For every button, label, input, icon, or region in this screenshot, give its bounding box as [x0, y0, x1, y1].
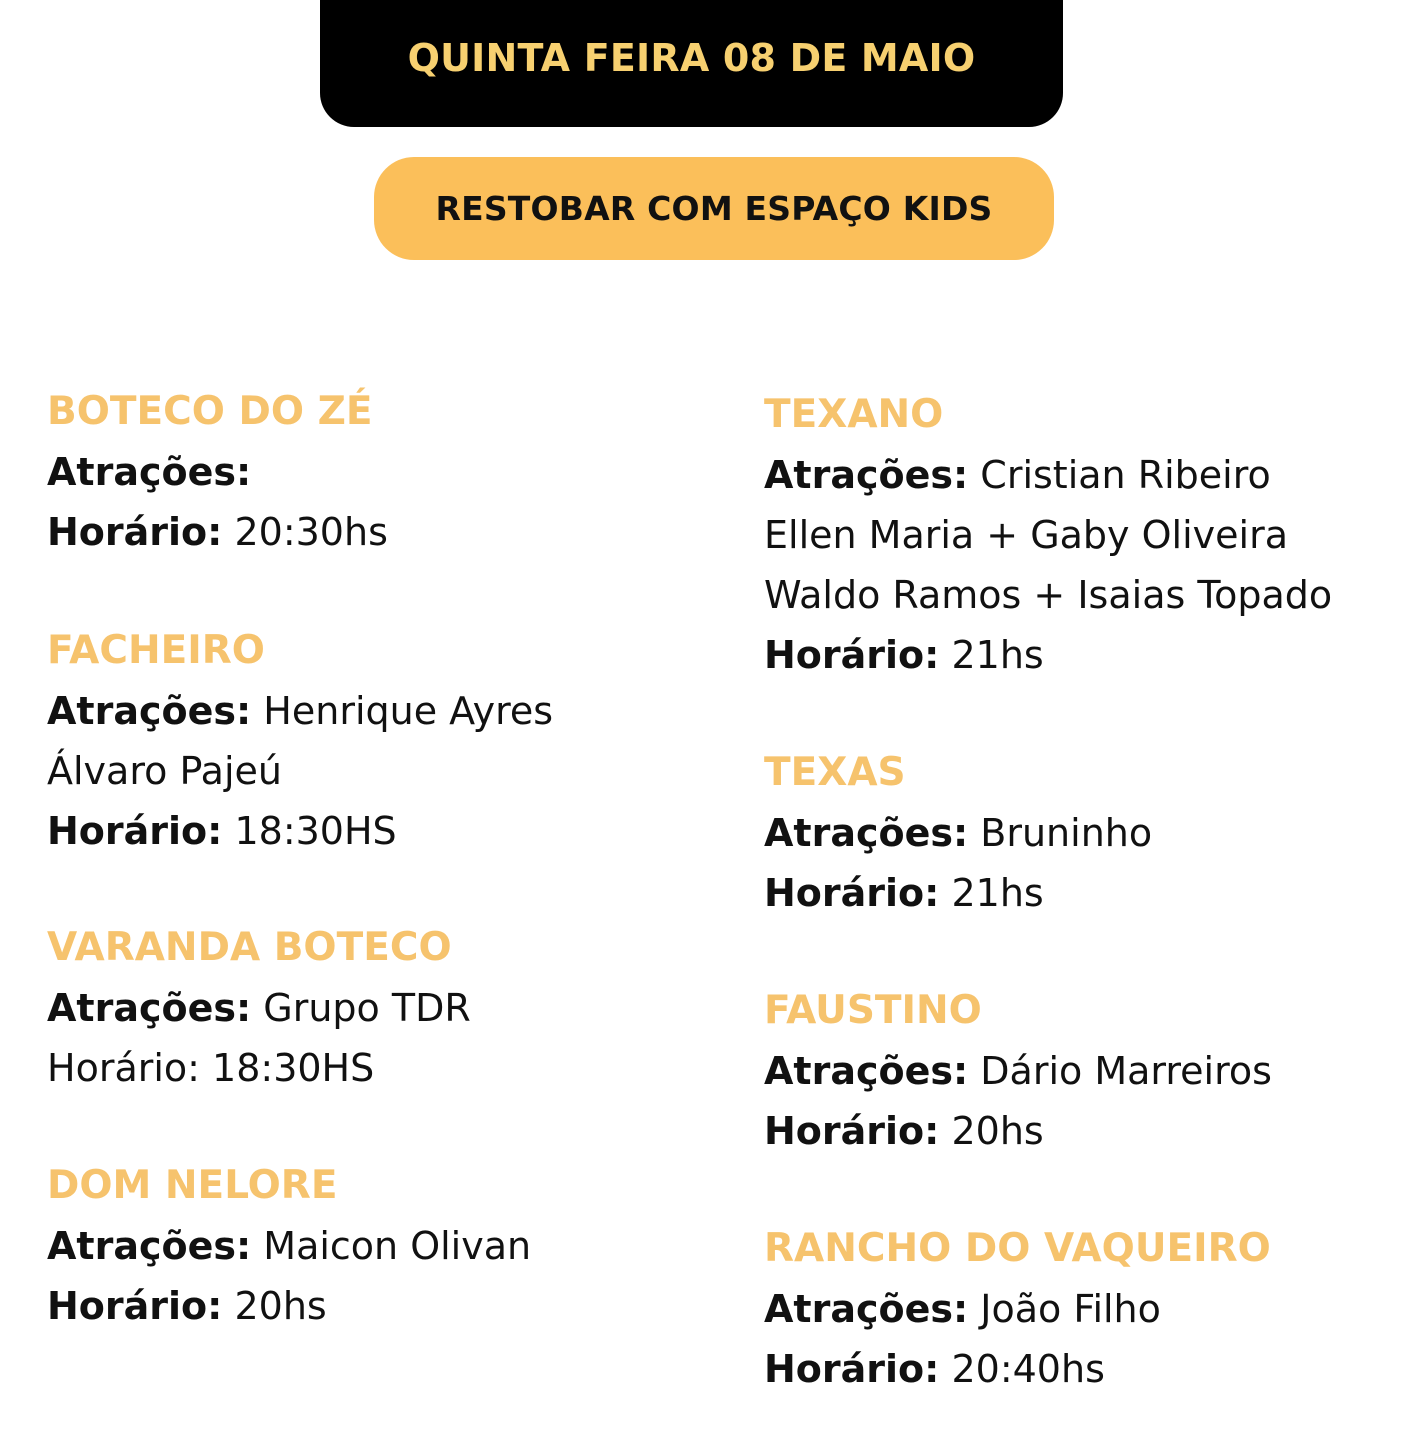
- venue-card: [764, 385, 1332, 685]
- category-title: RESTOBAR COM ESPAÇO KIDS: [435, 189, 993, 228]
- attractions-line: [764, 445, 1332, 505]
- attractions-value: João Filho: [980, 1287, 1161, 1331]
- attractions-label: Atrações:: [764, 453, 969, 497]
- attractions-continuation: Ellen Maria + Gaby Oliveira: [764, 513, 1288, 557]
- time-line: [764, 625, 1332, 685]
- attractions-label: Atrações:: [47, 986, 252, 1030]
- time-value: 20hs: [234, 1284, 327, 1328]
- time-value: 20:40hs: [951, 1347, 1105, 1391]
- venue-card: [47, 1156, 531, 1336]
- attractions-line: [47, 1216, 531, 1276]
- venue-card: [47, 918, 471, 1098]
- venue-name: TEXAS: [764, 750, 906, 795]
- time-line: [764, 1101, 1272, 1161]
- venue-name: FACHEIRO: [47, 628, 265, 673]
- time-label: Horário:: [764, 871, 940, 915]
- time-line: [47, 801, 553, 861]
- time-line-plain: Horário: 18:30HS: [47, 1046, 375, 1090]
- venue-name: BOTECO DO ZÉ: [47, 389, 373, 434]
- attractions-continuation: Álvaro Pajeú: [47, 749, 282, 793]
- venue-card: [47, 621, 553, 861]
- time-line: [764, 863, 1152, 923]
- attractions-label: Atrações:: [764, 811, 969, 855]
- time-value: 20:30hs: [234, 510, 388, 554]
- venue-name: TEXANO: [764, 392, 944, 437]
- attractions-line: [47, 442, 388, 502]
- venue-card: [764, 981, 1272, 1161]
- attractions-value: Henrique Ayres: [263, 689, 554, 733]
- attractions-line: [47, 681, 553, 741]
- time-line: [47, 502, 388, 562]
- time-label: Horário:: [764, 633, 940, 677]
- attractions-label: Atrações:: [47, 450, 252, 494]
- venue-card: [764, 743, 1152, 923]
- attractions-line: [764, 1279, 1271, 1339]
- time-label: Horário:: [47, 510, 223, 554]
- time-label: Horário:: [764, 1109, 940, 1153]
- attractions-value: Dário Marreiros: [980, 1049, 1272, 1093]
- attractions-value: Maicon Olivan: [263, 1224, 532, 1268]
- time-value: 21hs: [951, 633, 1044, 677]
- attractions-line: [47, 978, 471, 1038]
- attractions-label: Atrações:: [47, 1224, 252, 1268]
- venue-name: RANCHO DO VAQUEIRO: [764, 1226, 1271, 1271]
- attractions-label: Atrações:: [47, 689, 252, 733]
- venue-card: [47, 382, 388, 562]
- time-label: Horário:: [47, 809, 223, 853]
- time-value: 21hs: [951, 871, 1044, 915]
- attractions-line: [764, 803, 1152, 863]
- date-title: QUINTA FEIRA 08 DE MAIO: [407, 35, 976, 80]
- time-value: 18:30HS: [234, 809, 397, 853]
- venue-card: [764, 1219, 1271, 1399]
- attractions-continuation: Waldo Ramos + Isaias Topado: [764, 573, 1333, 617]
- attractions-value: Grupo TDR: [263, 986, 471, 1030]
- attractions-value: Cristian Ribeiro: [980, 453, 1271, 497]
- attractions-label: Atrações:: [764, 1049, 969, 1093]
- attractions-value: Bruninho: [980, 811, 1153, 855]
- time-value: 20hs: [951, 1109, 1044, 1153]
- time-line: [47, 1276, 531, 1336]
- attractions-line: [764, 1041, 1272, 1101]
- venue-name: FAUSTINO: [764, 988, 982, 1033]
- attractions-label: Atrações:: [764, 1287, 969, 1331]
- venue-name: VARANDA BOTECO: [47, 925, 452, 970]
- venue-name: DOM NELORE: [47, 1163, 338, 1208]
- time-label: Horário:: [764, 1347, 940, 1391]
- time-line: [764, 1339, 1271, 1399]
- date-banner: [320, 0, 1063, 127]
- time-label: Horário:: [47, 1284, 223, 1328]
- category-pill: [374, 157, 1054, 260]
